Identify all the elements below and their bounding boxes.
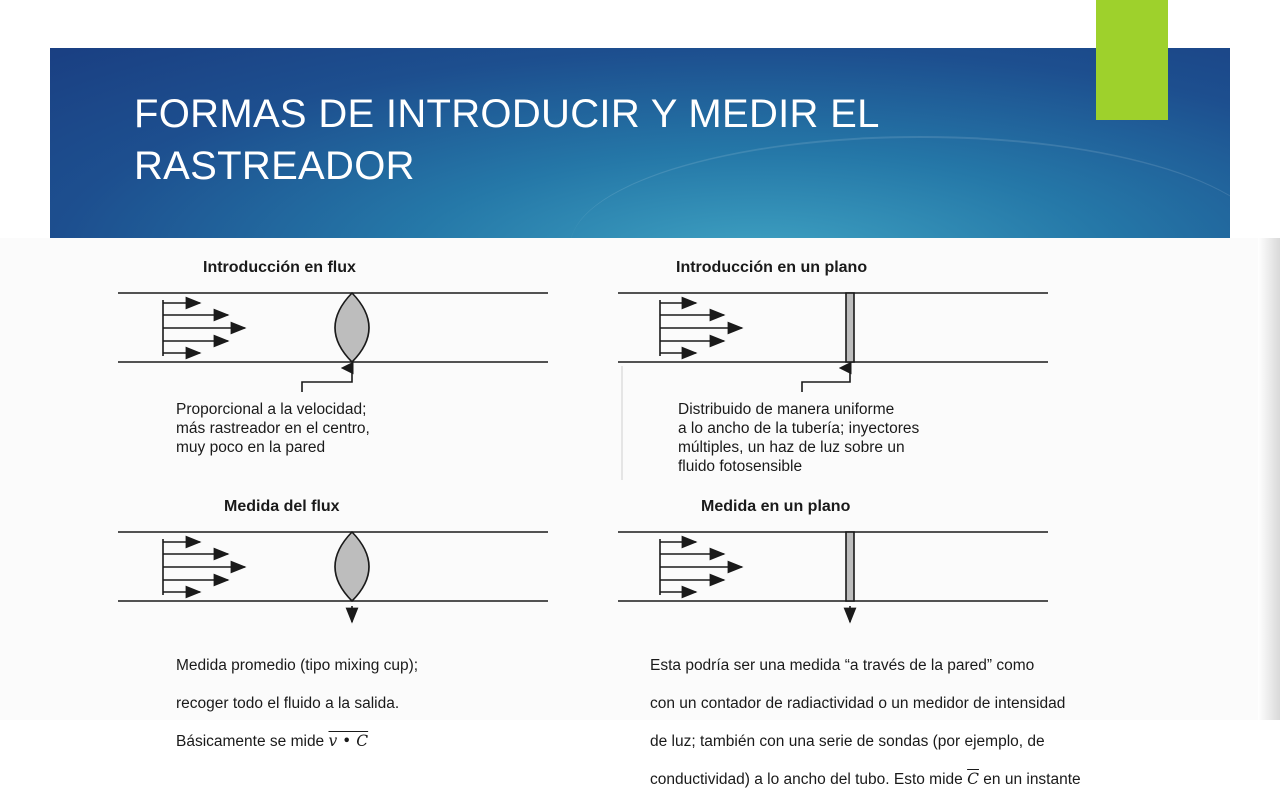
- formula-v-c: v • C: [328, 732, 369, 750]
- caption-measure-plane-line4: [650, 770, 1250, 789]
- pipe-measure-flux: [118, 532, 548, 622]
- pipe-measure-plane: [618, 532, 1048, 622]
- caption-measure-plane-line2: con un contador de radiactividad o un medidor de intensidad: [650, 695, 1066, 712]
- caption-measure-flux: [176, 637, 576, 770]
- caption-measure-plane-prefix: conductividad) a lo ancho del tubo. Esto mide: [650, 771, 968, 788]
- caption-measure-flux-prefix: Básicamente se mide: [176, 733, 329, 750]
- heading-measure-plane: Medida en un plano: [701, 498, 851, 515]
- slide-title: FORMAS DE INTRODUCIR Y MEDIR EL RASTREADOR: [134, 92, 879, 188]
- caption-measure-flux-line3: [176, 732, 576, 751]
- caption-measure-flux-line2: recoger todo el fluido a la salida.: [176, 695, 400, 712]
- caption-measure-plane-suffix: en un instante: [978, 771, 1081, 788]
- caption-measure-flux-line1: Medida promedio (tipo mixing cup);: [176, 657, 419, 674]
- caption-intro-plane: Distribuido de manera uniforme a lo ancho de la tubería; inyectores múltiples, un haz de luz sobre un fluido fotosensible: [678, 401, 920, 475]
- symbol-c-bar: $\overline{C}$: [967, 770, 979, 788]
- caption-measure-plane: [650, 637, 1250, 808]
- heading-measure-flux: Medida del flux: [224, 498, 340, 515]
- caption-measure-plane-line3: de luz; también con una serie de sondas (por ejemplo, de: [650, 733, 1045, 750]
- heading-intro-flux: Introducción en flux: [203, 259, 356, 276]
- caption-measure-plane-line1: Esta podría ser una medida “a través de la pared” como: [650, 657, 1035, 674]
- caption-intro-flux: Proporcional a la velocidad; más rastreador en el centro, muy poco en la pared: [176, 401, 370, 456]
- pipe-intro-flux: [118, 293, 548, 392]
- heading-intro-plane: Introducción en un plano: [676, 259, 868, 276]
